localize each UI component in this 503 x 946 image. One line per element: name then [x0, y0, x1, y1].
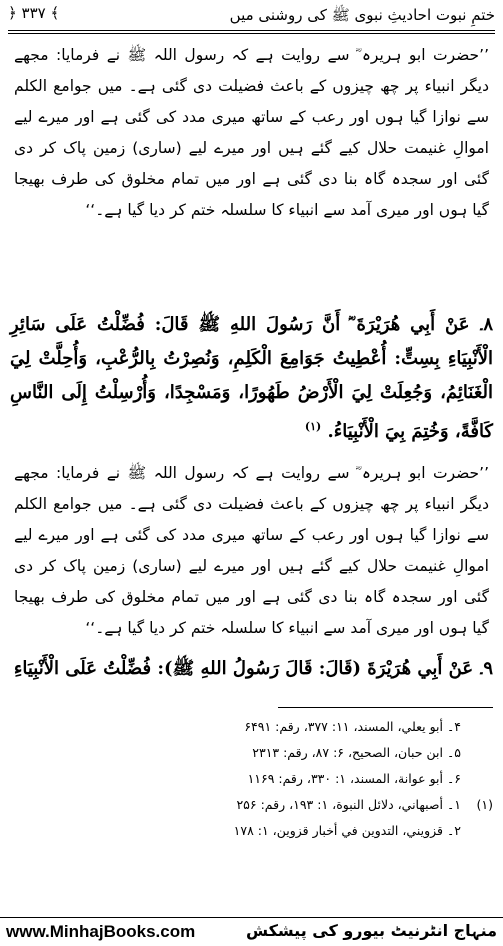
urdu-translation-paragraph-2: ’’حضرت ابو ہریرہ ؓ سے روایت ہے کہ رسول اللہ ﷺ نے فرمایا: مجھے دیگر انبیاء پر چھ چیزوں کے باعث فضیلت دی گئی ہے۔ میں جوامع الکلم سے نوازا گیا ہوں اور رعب کے ساتھ میری مدد کی گئی ہے اور میرے لیے اموالِ غنیمت حلال کیے گئے ہیں اور میرے لیے (ساری) زمین پاک کر دی گئی اور سجدہ گاہ بنا دی گئی ہے اور میں تمام مخلوق کی طرف بھیجا گیا ہوں اور میری آمد سے انبیاء کا سلسلہ ختم کر دیا گیا ہے۔‘‘: [14, 464, 489, 637]
footnote-item: [14, 792, 493, 818]
footnote-text: ۲۔ قزويني، التدوين في أخبار قزوين، ۱: ۱۷۸: [233, 823, 461, 838]
footnote-text: ۴۔ أبو يعلي، المسند، ۱۱: ۳۷۷، رقم: ۶۴۹۱: [244, 719, 461, 734]
header-rule-thin: [8, 33, 495, 34]
publisher-credit: منہاج انٹرنیٹ بیورو کی پیشکش: [245, 921, 497, 940]
footnote-mark: (۱): [476, 797, 493, 812]
footnote-ref[interactable]: (۱): [304, 420, 322, 433]
footnote-text: ۶۔ أبو عوانة، المسند، ۱: ۳۳۰، رقم: ۱۱۶۹: [247, 771, 461, 786]
urdu-translation-paragraph: ’’حضرت ابو ہریرہ ؓ سے روایت ہے کہ رسول اللہ ﷺ نے فرمایا: مجھے دیگر انبیاء پر چھ چیزوں کے باعث فضیلت دی گئی ہے۔ میں جوامع الکلم سے نوازا گیا ہوں اور رعب کے ساتھ میری مدد کی گئی ہے اور میرے لیے اموالِ غنیمت حلال کیے گئے ہیں اور میرے لیے (ساری) زمین پاک کر دی گئی اور سجدہ گاہ بنا دی گئی ہے اور میں تمام مخلوق کی طرف بھیجا گیا ہوں اور میری آمد سے انبیاء کا سلسلہ ختم کر دیا گیا ہے۔‘‘: [14, 46, 489, 219]
footnotes: [14, 714, 493, 844]
page-header: [8, 4, 495, 28]
website-link[interactable]: www.MinhajBooks.com: [6, 922, 196, 941]
page-number: ﴿ ۳۳۷ ﴾: [8, 4, 60, 22]
footnote-text: ۱۔ أصبهاني، دلائل النبوة، ۱: ۱۹۳، رقم: ۲۵۶: [236, 797, 461, 812]
header-rule: [8, 30, 495, 31]
footnote-item: [14, 818, 493, 844]
hadith-number: ۹۔: [479, 658, 493, 679]
hadith-8: [10, 308, 493, 449]
page-footer: [4, 920, 499, 944]
footnote-text: ۵۔ ابن حبان، الصحيح، ۶: ۸۷، رقم: ۲۳۱۳: [252, 745, 461, 760]
footnote-separator: [278, 707, 493, 708]
hadith-9: [10, 652, 493, 686]
footnote-item: [14, 766, 493, 792]
footer-rule: [0, 917, 503, 918]
hadith-arabic-text: عَنْ أَبِي هُرَيْرَةَ (قَالَ: قَالَ رَسُولُ اللهِ ﷺ): فُضِّلْتُ عَلَى الْأَنْبِيَاءِ: [13, 658, 474, 679]
hadith-arabic-text: عَنْ أَبِي هُرَيْرَةَ ؓ أَنَّ رَسُولَ اللهِ ﷺ قَالَ: فُضِّلْتُ عَلَى سَائِرِ الْأَنْبِيَاءِ بِسِتٍّ: أُعْطِيتُ جَوَامِعَ الْكَلِمِ، وَنُصِرْتُ بِالرُّعْبِ، وَأُحِلَّتْ لِيَ الْغَنَائِمُ، وَجُعِلَتْ لِيَ الْأَرْضُ طَهُورًا، وَمَسْجِدًا، وَأُرْسِلْتُ إِلَى النَّاسِ كَافَّةً، وَخُتِمَ بِيَ الْأَنْبِيَاءُ.: [10, 314, 493, 442]
footnote-item: [14, 740, 493, 766]
hadith-number: ۸۔: [479, 314, 493, 335]
footnote-item: [14, 714, 493, 740]
running-title: ختمِ نبوت احادیثِ نبوی ﷺ کی روشنی میں: [229, 6, 495, 24]
